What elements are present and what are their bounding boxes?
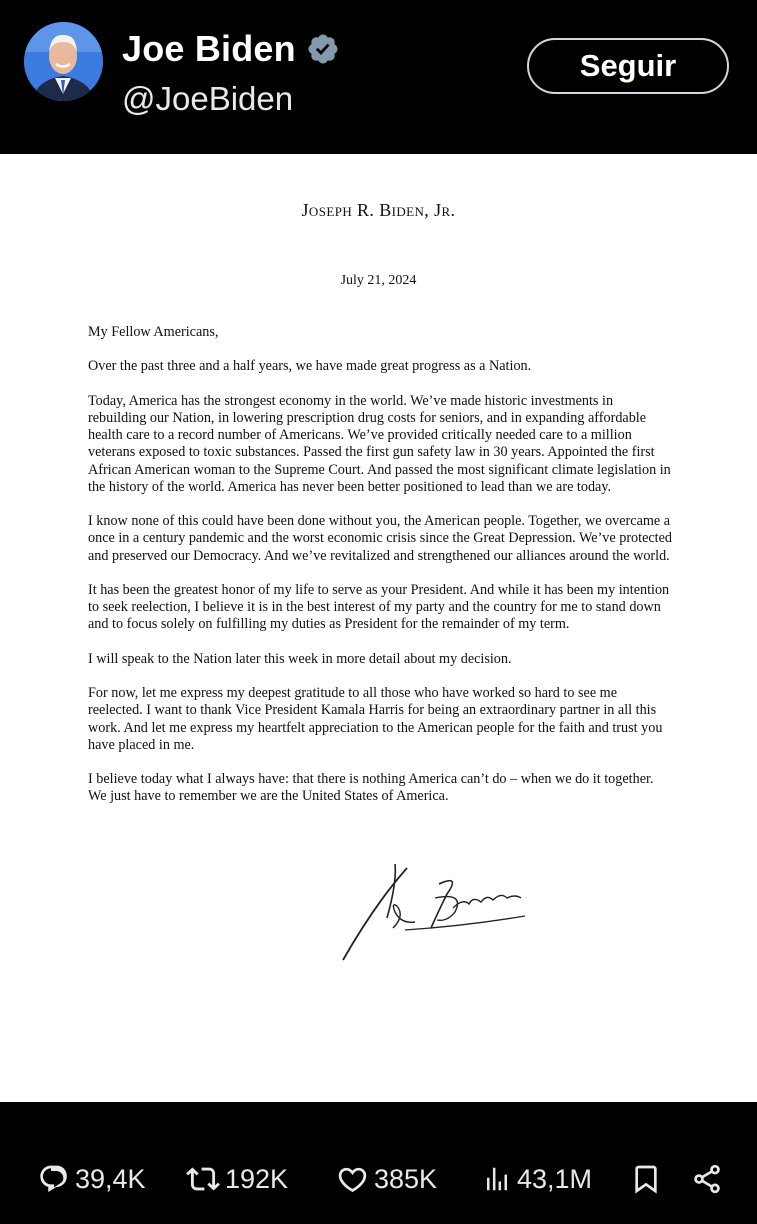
heart-icon (336, 1163, 369, 1196)
letter-paragraph: Over the past three and a half years, we have made great progress as a Nation. (88, 358, 532, 375)
letter-paragraph: I know none of this could have been done without you, the American people. Together, we overcame a once in a century pandemic and the worst economic crisis since the Great Depression. We’ve protected and preserved our Democracy. And we’ve revitalized and strengthened our alliances around the world. (88, 513, 673, 564)
share-icon (691, 1162, 723, 1196)
avatar[interactable] (24, 22, 103, 101)
tweet-header (0, 0, 757, 154)
like-count: 385K (374, 1163, 438, 1194)
bookmark-icon (630, 1162, 662, 1196)
reply-count: 39,4K (75, 1163, 146, 1194)
letter-body (88, 324, 673, 823)
repost-icon (186, 1162, 220, 1196)
views-count: 43,1M (517, 1163, 593, 1194)
repost-button[interactable] (186, 1159, 288, 1199)
letter-paragraph: Today, America has the strongest economy in the world. We’ve made historic investments in rebuilding our Nation, in lowering prescription drug costs for seniors, and in expanding affordable health care to a record number of Americans. We’ve provided critically needed care to a million veterans exposed to toxic substances. Passed the first gun safety law in 30 years. Appointed the first African American woman to the Supreme Court. And passed the most significant climate legislation in the history of the world. America has never been better positioned to lead than we are today. (88, 392, 671, 495)
signature (335, 854, 545, 964)
verified-badge-icon (306, 32, 340, 66)
letter-date: July 21, 2024 (340, 273, 417, 288)
letterhead: Joseph R. Biden, Jr. (301, 200, 456, 220)
letter-image[interactable] (0, 154, 757, 1102)
tweet-actions (0, 1102, 757, 1224)
author-name-row (122, 28, 340, 70)
like-button[interactable] (336, 1159, 437, 1199)
bookmark-button[interactable] (630, 1159, 662, 1199)
views-button[interactable] (482, 1159, 592, 1199)
follow-button[interactable]: Seguir (527, 38, 729, 94)
share-button[interactable] (691, 1159, 723, 1199)
letter-paragraph: It has been the greatest honor of my life to serve as your President. And while it has been my intention to seek reelection, I believe it is in the best interest of my party and the country for me to stand down and to focus solely on fulfilling my duties as President for the remainder of my term. (88, 581, 670, 633)
letter-paragraph: For now, let me express my deepest gratitude to all those who have worked so hard to see me reelected. I want to thank Vice President Kamala Harris for being an extraordinary partner in all this work. And let me express my heartfelt appreciation to the American people for the faith and trust you have placed in me. (88, 685, 663, 753)
author-name[interactable]: Joe Biden (122, 28, 296, 69)
letter-paragraph: I believe today what I always have: that there is nothing America can’t do – when we do it together. We just have to remember we are the United States of America. (88, 771, 654, 805)
letter-salutation: My Fellow Americans, (88, 324, 219, 340)
reply-icon (38, 1163, 70, 1195)
letter-paragraph: I will speak to the Nation later this week in more detail about my decision. (88, 650, 512, 667)
author-handle[interactable]: @JoeBiden (122, 80, 294, 117)
repost-count: 192K (225, 1163, 289, 1194)
reply-button[interactable] (38, 1159, 146, 1199)
views-icon (482, 1163, 512, 1195)
